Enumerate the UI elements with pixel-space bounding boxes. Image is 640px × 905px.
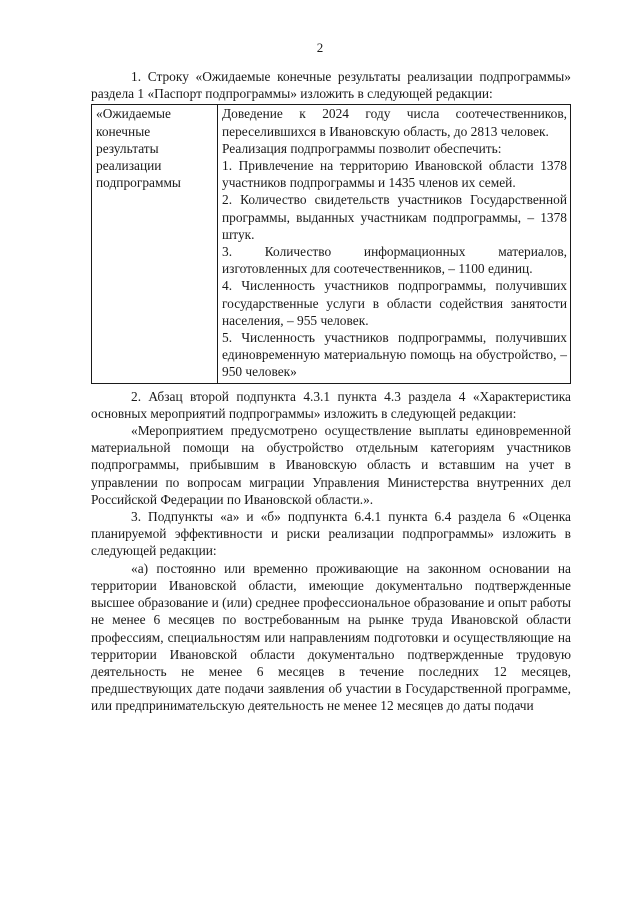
table-line: 4. Численность участников подпрограммы, получивших государственные услуги в области содействия занятости населения, – 955 человек. [222,278,567,328]
table-line: 5. Численность участников подпрограммы, получивших единовременную материальную помощь на обустройство, – 950 человек» [222,330,567,380]
paragraph-5: «а) постоянно или временно проживающие на законном основании на территории Ивановской области, имеющие документально подтвержденные высшее образование и (или) среднее профессиональное образование и опыт работы не менее 6 месяцев по востребованным на рынке труда Ивановской области профессиям, специальностям или направлениям подготовки и осуществляющие на территории Ивановской области документально подтвержденные трудовую деятельность не менее 6 месяцев в течение последних 12 месяцев, предшествующих дате подачи заявления об участии в Государственной программе, или предпринимательскую деятельность не менее 12 месяцев до даты подачи [91,560,571,714]
table-line: 3. Количество информационных материалов, изготовленных для соотечественников, – 1100 единиц. [222,244,567,277]
table-cell-label: «Ожидаемые конечные результаты реализации подпрограммы [92,105,218,383]
table-cell-content [218,105,571,383]
paragraph-1: 1. Строку «Ожидаемые конечные результаты реализации подпрограммы» раздела 1 «Паспорт подпрограммы» изложить в следующей редакции: [91,69,571,102]
results-table [91,104,571,383]
table-line: Реализация подпрограммы позволит обеспечить: [222,140,502,156]
table-row [92,105,571,383]
table-line: 1. Привлечение на территорию Ивановской области 1378 участников подпрограммы и 1435 членов их семей. [222,158,567,191]
document-body [91,68,571,715]
paragraph-3: «Мероприятием предусмотрено осуществление выплаты единовременной материальной помощи на обустройство отдельным категориям участников подпрограммы, прибывшим в Ивановскую область и вставшим на учет в управлении по вопросам миграции Управления Министерства внутренних дел Российской Федерации по Ивановской области.». [91,423,571,507]
paragraph-2: 2. Абзац второй подпункта 4.3.1 пункта 4.3 раздела 4 «Характеристика основных мероприятий подпрограммы» изложить в следующей редакции: [91,388,571,421]
table-line: Доведение к 2024 году числа соотечественников, переселившихся в Ивановскую область, до 2813 человек. [222,106,567,139]
paragraph-4: 3. Подпункты «а» и «б» подпункта 6.4.1 пункта 6.4 раздела 6 «Оценка планируемой эффективности и риски реализации подпрограммы» изложить в следующей редакции: [91,509,571,559]
table-line: 2. Количество свидетельств участников Государственной программы, выданных участникам подпрограммы, – 1378 штук. [222,192,567,242]
page-number: 2 [316,40,324,55]
